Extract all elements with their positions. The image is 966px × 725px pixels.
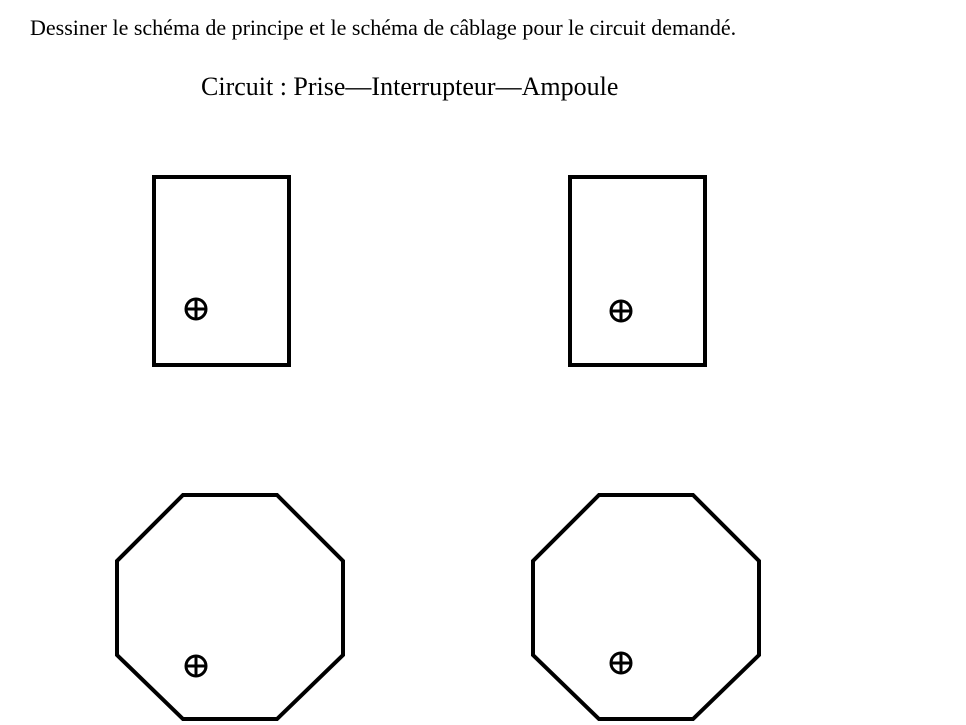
octagon-box-2 bbox=[533, 495, 759, 719]
octagon-box-1 bbox=[117, 495, 343, 719]
instruction-text: Dessiner le schéma de principe et le schéma de câblage pour le circuit demandé. bbox=[30, 15, 737, 40]
rectangle-box-1 bbox=[154, 177, 289, 365]
rectangle-outline bbox=[154, 177, 289, 365]
circuit-title: Circuit : Prise—Interrupteur—Ampoule bbox=[201, 72, 619, 101]
terminal-icon bbox=[611, 301, 631, 321]
octagon-outline bbox=[117, 495, 343, 719]
terminal-icon bbox=[611, 653, 631, 673]
terminal-icon bbox=[186, 656, 206, 676]
rectangle-box-2 bbox=[570, 177, 705, 365]
rectangle-outline bbox=[570, 177, 705, 365]
octagon-outline bbox=[533, 495, 759, 719]
terminal-icon bbox=[186, 299, 206, 319]
